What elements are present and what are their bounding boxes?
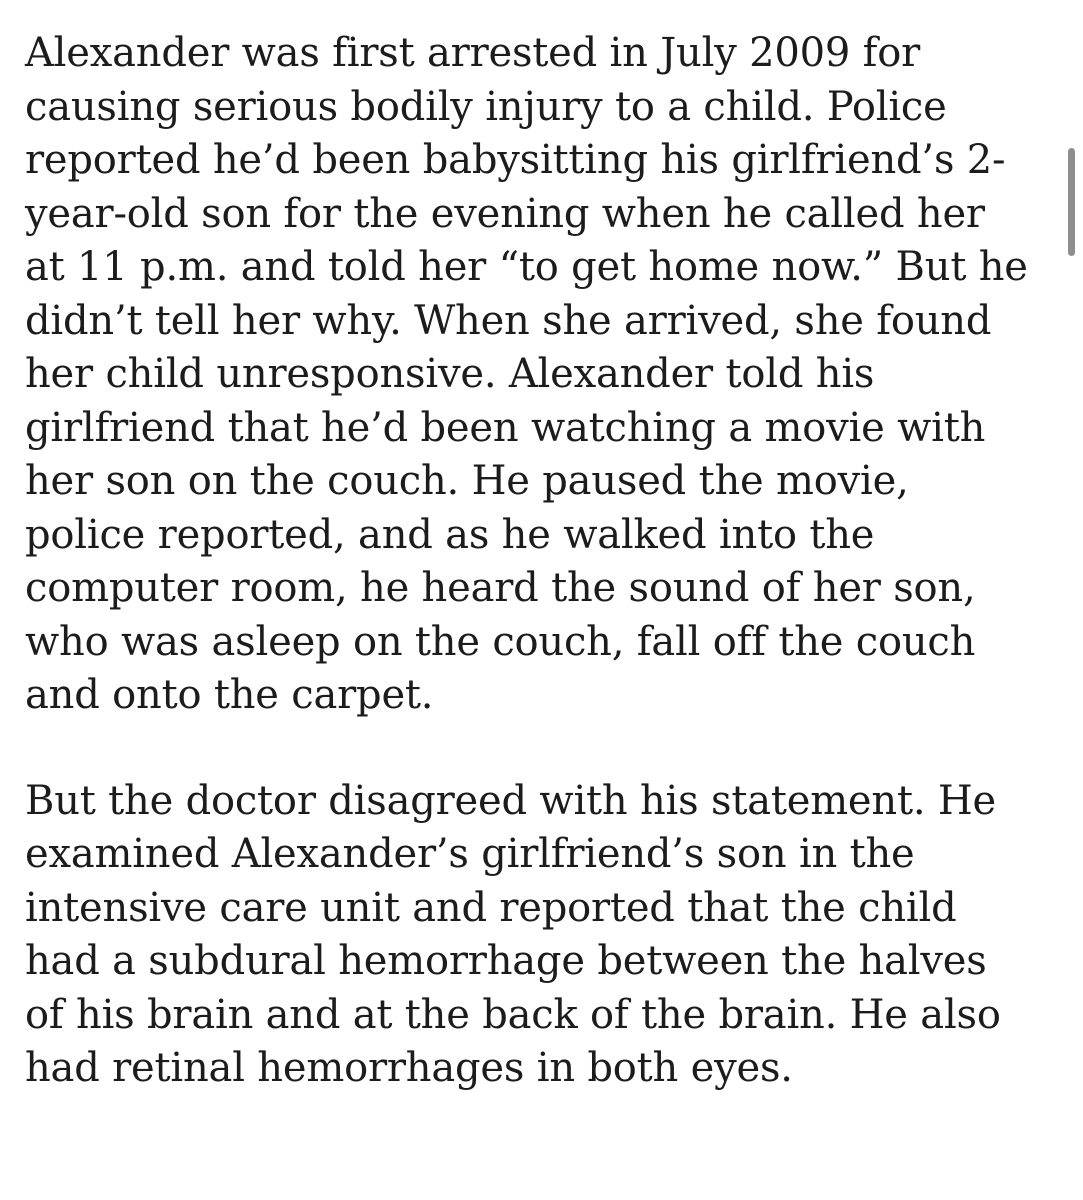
article-body [25,27,1070,1096]
text-line: reported he’d been babysitting his girlfriend’s 2- [25,137,1006,183]
paragraph-2 [25,775,1070,1096]
text-line: didn’t tell her why. When she arrived, she found [25,297,992,344]
scrollbar-thumb[interactable] [1068,148,1075,256]
text-line: girlfriend that he’d been watching a movie with [25,404,986,451]
paragraph-1 [25,27,1070,723]
text-line: police reported, and as he walked into the [25,511,875,558]
text-line: examined Alexander’s girlfriend’s son in the [25,831,915,877]
text-line: had a subdural hemorrhage between the halves [25,938,987,984]
text-line: intensive care unit and reported that the child [25,884,957,931]
text-line: Alexander was first arrested in July 2009 for [25,30,921,76]
text-line: had retinal hemorrhages in both eyes. [25,1045,793,1091]
text-line: computer room, he heard the sound of her son, [25,565,976,611]
text-line: at 11 p.m. and told her “to get home now.” But he [25,244,1028,290]
text-line: and onto the carpet. [25,672,434,718]
text-line: of his brain and at the back of the brain. He also [25,991,1001,1038]
text-line: year-old son for the evening when he called her [25,190,985,237]
text-line: causing serious bodily injury to a child. Police [25,83,947,130]
text-line: But the doctor disagreed with his statement. He [25,777,997,824]
text-line: her child unresponsive. Alexander told his [25,351,875,397]
text-line: who was asleep on the couch, fall off the couch [25,618,976,665]
text-line: her son on the couch. He paused the movie, [25,458,909,504]
